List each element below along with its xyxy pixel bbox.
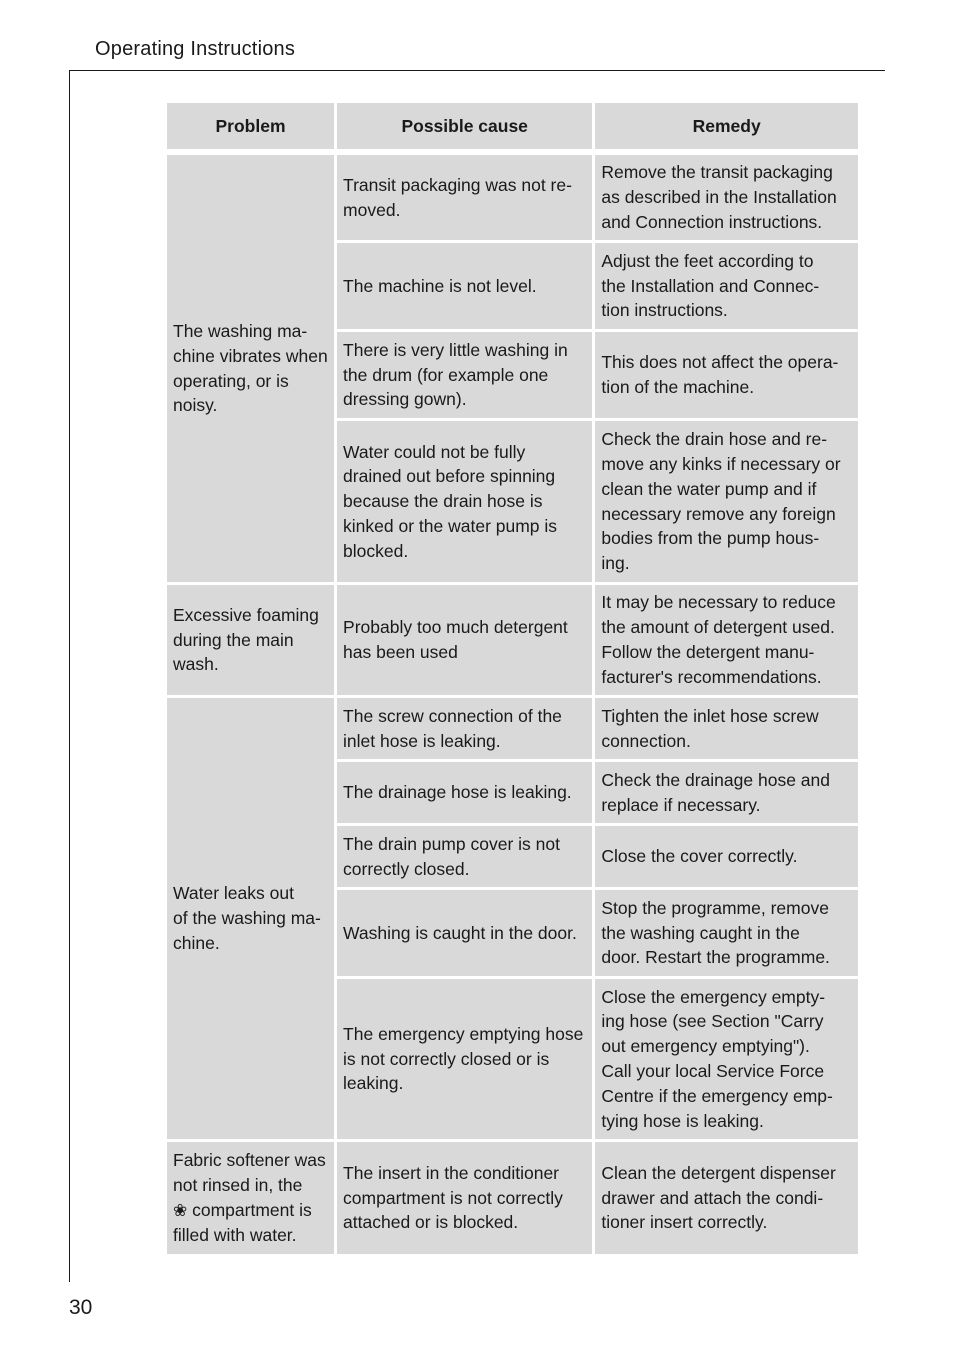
remedy-cell (595, 1142, 858, 1254)
problem-text-after: compartment is filled with water. (173, 1199, 312, 1246)
remedy-cell (595, 332, 858, 418)
cause-cell (337, 155, 592, 240)
cause-cell (337, 243, 592, 329)
problem-cell (167, 585, 334, 695)
remedy-text: Tighten the inlet hose screw connection. (601, 705, 819, 751)
cause-text: There is very little washing in the drum (for example one dressing gown). (343, 339, 568, 410)
remedy-text: Remove the transit packaging as described in the Installation and Connection instructions. (601, 162, 837, 232)
table-row (167, 155, 858, 240)
margin-rule (69, 70, 70, 1282)
table-row (167, 1142, 858, 1254)
remedy-cell (595, 826, 858, 887)
cause-cell (337, 979, 592, 1139)
remedy-text: Check the drainage hose and replace if necessary. (601, 769, 830, 815)
problem-cell (167, 1142, 334, 1254)
cause-cell (337, 1142, 592, 1254)
remedy-cell (595, 421, 858, 582)
page-header-title: Operating Instructions (95, 38, 296, 60)
remedy-cell (595, 585, 858, 695)
page-number: 30 (69, 1296, 93, 1319)
remedy-cell (595, 698, 858, 759)
header-rule (69, 70, 885, 71)
problem-cell (167, 155, 334, 582)
column-header-cause: Possible cause (337, 103, 592, 149)
remedy-cell (595, 762, 858, 823)
cause-cell (337, 585, 592, 695)
problem-text (173, 1150, 326, 1245)
troubleshooting-table (164, 100, 861, 1257)
remedy-text: Clean the detergent dispenser drawer and attach the condi- tioner insert correctly. (601, 1162, 836, 1233)
cause-text: Washing is caught in the door. (343, 922, 577, 943)
cause-cell (337, 332, 592, 418)
remedy-cell (595, 979, 858, 1139)
cause-text: The drain pump cover is not correctly closed. (343, 833, 560, 879)
cause-text: The screw connection of the inlet hose is leaking. (343, 705, 562, 751)
remedy-text: Close the emergency empty- ing hose (see Section "Carry out emergency emptying"). Call your local Service Force Centre if the emergency emp- tying hose is leaking. (601, 986, 833, 1131)
remedy-text: Close the cover correctly. (601, 846, 798, 867)
remedy-text: Adjust the feet according to the Installation and Connec- tion instructions. (601, 250, 820, 321)
cause-text: Probably too much detergent has been used (343, 617, 568, 662)
cause-text: The insert in the conditioner compartment is not correctly attached or is blocked. (343, 1162, 563, 1233)
cause-cell (337, 826, 592, 887)
cause-text: Water could not be fully drained out before spinning because the drain hose is kinked or the water pump is blocked. (343, 441, 558, 561)
problem-text: The washing ma- chine vibrates when operating, or is noisy. (173, 320, 328, 416)
table-header-row (167, 103, 858, 149)
problem-text: Water leaks out of the washing ma- chine. (173, 883, 321, 953)
remedy-cell (595, 890, 858, 976)
cause-cell (337, 890, 592, 976)
remedy-cell (595, 243, 858, 329)
problem-cell (167, 698, 334, 1139)
table-row (167, 585, 858, 695)
cause-text: The drainage hose is leaking. (343, 782, 572, 803)
flower-icon: ❀ (173, 1200, 188, 1220)
cause-cell (337, 762, 592, 823)
problem-text: Excessive foaming during the main wash. (173, 604, 319, 675)
cause-cell (337, 421, 592, 582)
column-header-remedy: Remedy (595, 103, 858, 149)
remedy-text: It may be necessary to reduce the amount of detergent used. Follow the detergent manu- facturer's recommendations. (601, 592, 836, 687)
cause-cell (337, 698, 592, 759)
cause-text: The machine is not level. (343, 275, 537, 296)
remedy-text: This does not affect the opera- tion of the machine. (601, 352, 839, 397)
remedy-cell (595, 155, 858, 240)
problem-text-before: Fabric softener was not rinsed in, the (173, 1149, 326, 1195)
remedy-text: Stop the programme, remove the washing caught in the door. Restart the programme. (601, 897, 830, 968)
cause-text: Transit packaging was not re- moved. (343, 174, 572, 220)
column-header-problem: Problem (167, 103, 334, 149)
table-row (167, 698, 858, 759)
cause-text: The emergency emptying hose is not correctly closed or is leaking. (343, 1023, 584, 1094)
remedy-text: Check the drain hose and re- move any kinks if necessary or clean the water pump and if necessary remove any foreign bodies from the pump hous- ing. (601, 429, 841, 574)
